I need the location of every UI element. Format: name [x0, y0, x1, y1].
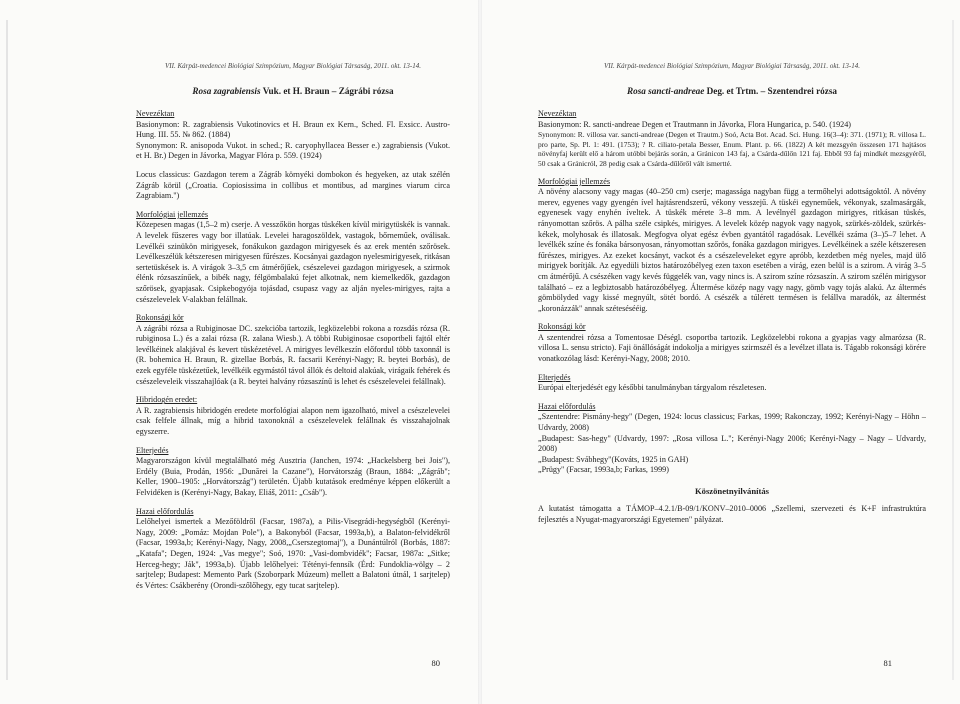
section-heading: Hazai előfordulás — [538, 401, 596, 411]
section-locus-classicus — [136, 170, 450, 202]
section-hazai-elofordulas — [538, 402, 926, 476]
section-heading: Nevezéktan — [136, 109, 175, 118]
list-item: „Szentendre: Pismány-hegy" (Degen, 1924: locus classicus; Farkas, 1999; Rakonczay, 1992; Kerényi-Nagy – Höhn – Udvardy, 2008) — [538, 412, 926, 433]
list-item: „Budapest: Sas-hegy" (Udvardy, 1997: „Rosa villosa L."; Kerényi-Nagy 2006; Kerényi-Nagy – Nagy – Udvardy, 2008) — [538, 433, 926, 454]
section-elterjedes — [538, 373, 926, 394]
title-author-common-name: Vuk. et H. Braun – Zágrábi rózsa — [262, 86, 394, 96]
rokonsagi-text: A szentendrei rózsa a Tomentosae Déségl. csoportba tartozik. Legközelebbi rokona a gyapjas vagy almarózsa (R. villosa L. sensu stricto). Faji önállóságát indokolja a mirigyes szirmszél és a levélzet illata is. Tágabb rokonsági körére vonatkozólag lásd: Kerényi-Nagy, 2008; 2010. — [538, 332, 926, 364]
section-morfologia — [136, 210, 450, 305]
morfologia-text: Közepesen magas (1,5–2 m) cserje. A vesszőkön horgas tüskéken kívül mirigytüskék is vannak. A levelek fűszeres vagy bor illatúak. Levelei haragoszöldek, vastagok, bőrneműek, oválisak. Levélkéi szinükön mirigyesek, fonákukon gazdagon mirigyesek és az erek mentén szőrösek. Levélkeszélük kétszeresen mirigyesen fűrészes. Kocsányai gazdagon nyelesmirigyesek, ritkásan sertetüskések is. A virágok 3–3,5 cm átmérőjűek, csészelevei gazdagon mirigyesek, a szirmok élénk rózsaszínűek, a bibék nagy, félgömbalakú fejet alkotnak, nem kiemelkedők, gazdagon szőrösek, gyapjasak. Csipkebogyója tojásdad, csupasz vagy az alján nyeles-mirigyes, rajta a csészelevelek V-alakban felállnak. — [136, 220, 450, 304]
list-item: „Prügy" (Facsar, 1993a,b; Farkas, 1999) — [538, 465, 669, 475]
section-nevezektan — [136, 109, 450, 162]
title-species-name: Rosa zagrabiensis — [192, 86, 261, 96]
rokonsagi-text: A zágrábi rózsa a Rubiginosae DC. szekcióba tartozik, legközelebbi rokona a rozsdás rózsa (R. rubiginosa L.) és a zalai rózsa (R. zalana Wiesb.). A többi Rubiginosae csoportbeli fajtól eltér levélkéinek alakjával és kevert tüskézetével. A mirigyes levélkeszín előfordul több taxonnál is (R. bohemica H. Braun, R. gizellae Borbás, R. facsarii Kerényi-Nagy; R. beytei Borbás), de ezek egyféle tüskézetűek, levélkéik egymástól távol állók és deltoid alakúak, virágaik fehérek és csészeleveleik visszahajlóak (a R. beytei halvány rózsaszínű is lehet és csészelevelei felállnak). — [136, 323, 450, 386]
article-title — [538, 86, 926, 96]
acknowledgement-heading: Köszönetnyilvánítás — [694, 486, 769, 496]
acknowledgement-text: A kutatást támogatta a TÁMOP–4.2.1/B-09/1/KONV–2010–0006 „Szellemi, szervezeti és K+F infrastruktúra fejlesztés a Nyugat-magyarországi Egyetemen" pályázat. — [538, 504, 926, 524]
section-morfologia — [538, 177, 926, 315]
section-heading: Morfológiai jellemzés — [136, 209, 208, 219]
section-heading: Hazai előfordulás — [136, 506, 194, 516]
basionymon-text: Basionymon: R. sancti-andreae Degen et Trautmann in Jávorka, Flora Hungarica, p. 540. (1924) — [538, 119, 851, 129]
elterjedes-text: Magyarországon kívül megtalálható még Ausztria (Janchen, 1974: „Hackelsberg bei Jois"), Erdély (Buia, Prodán, 1956: „Dunărei la Cazane"), Horvátország (Braun, 1884: „Zágráb"; Keller, 1900–1905: „Horvátország") területén. Újabb kutatások eredménye képpen előkerült a Felvidéken is (Kerényi-Nagy, Bakay, Eliáš, 2011: „Csáb"). — [136, 456, 450, 497]
list-item: „Budapest: Svábhegy"(Kováts, 1925 in GAH) — [538, 454, 689, 464]
section-nevezektan — [538, 109, 926, 169]
section-heading: Rokonsági kör — [136, 313, 184, 323]
section-heading: Hibridogén eredet: — [136, 395, 198, 405]
title-species-name: Rosa sancti-andreae — [626, 86, 705, 96]
running-header: VII. Kárpát-medencei Biológiai Szimpózium, Magyar Biológiai Társaság, 2011. okt. 13-14. — [165, 62, 421, 70]
article-title — [136, 86, 450, 96]
section-heading: Nevezéktan — [538, 109, 577, 118]
section-hibridogen — [136, 395, 450, 437]
section-heading: Elterjedés — [136, 445, 169, 455]
page-number: 81 — [883, 658, 892, 668]
section-heading: Elterjedés — [538, 372, 571, 382]
section-rokonsagi-kor — [538, 322, 926, 364]
synonymon-text: Synonymon: R. anisopoda Vukot. in sched.; R. caryophyllacea Besser e.) zagrabiensis (Vukot. et H. Br.) Degen in Jávorka, Magyar Flóra p. 559. (1924) — [136, 140, 450, 161]
section-heading: Morfológiai jellemzés — [538, 176, 610, 186]
morfologia-text: A növény alacsony vagy magas (40–250 cm) cserje; magassága nagyban függ a termőhelyi adottságoktól. A növény merev, egyenes vagy gyengén ível hajtásrendszerű, vékony vesszejű. A tüskéi egyneműek, vékonyak, szalmasárgák, egyenesek vagy enyhén íveltek. A tüskék mérete 3–8 mm. A levélnyél gazdagon mirigyes, ritkásan tüskés, rányomottan szőrös. A pálha széle csipkés, mirigyes. A levelek közép nagyok vagy nagyok, szürkés-zöldek, szürkés-kékek, molyhosak és illatosak. Megfogva olyat egész évben gyantától ragadósak. Levélkéi száma (3–)5–7 lehet. A levélkék színe és fonáka bársonyosan, rányomottan szőrös, fonáka gazdagon mirigyes. Levélkéinek a széle kétszeresen fűrészes, mirigyes. Az ezeket kocsányt, vackot és a csészeleveleket egyre apróbb, kezdetben még nyeles, majd ülő mirigyek borítják. Az egyedüli biztos határozóbélyeg ezen taxon esetében a virág, ezen belül is a szirom. A virág 3–5 cm átmérőjű. A csészéken vagy kevés függelék van, vagy nincs is. A szirom színe rózsaszín. A szirom szélén mirigysor található – ez a legbiztosabb határozóbélyeg. Áltermése közép nagy vagy nagy, gömb vagy tojás alakú. Az áltermés gömbölyded vagy kissé megnyúlt, sötét bordó. A csészék a túlérett termésen is felállva maradók, az áltermést „koronázzák" annak szétesésééig. — [538, 187, 926, 313]
locus-classicus-text: Locus classicus: Gazdagon terem a Zágráb környéki dombokon és hegyeken, az utak szélén Zágráb körül („Croatia. Copiosissima in collibus et montibus, ad margines viarum circa Zagrabiam.") — [136, 169, 450, 201]
section-rokonsagi-kor — [136, 313, 450, 387]
synonymon-text: Synonymon: R. villosa var. sancti-andreae (Degen et Trautm.) Soó, Acta Bot. Acad. Sci. Hung. 16(3–4): 371. (1971); R. villosa L. pro parte, Sp. Pl. 1: 491. (1753); ? R. ciliato-petala Besser, Enum. Plant. p. 66. (1822) A két mezsgyén összesen 171 hajtásos növényfaj került elő a három utóbbi bejárás során, a Gránicon 143 faj, a Csárda-dűlőn 121 faj. Ebből 93 faj mindkét mezsgyéről, 50 csak a Gránicról, 28 pedig csak a Csárda-dűlőről vált ismertté. — [538, 130, 926, 168]
section-koszonet — [538, 504, 926, 525]
hazai-text: Lelőhelyei ismertek a Mezőföldről (Facsar, 1987a), a Pilis-Visegrádi-hegységből (Kerényi-Nagy, 2009: „Pomáz: Mojdan Pole"), a Bakonyból (Facsar, 1993a,b), a Balaton-felvidékről (Facsar, 1993a,b; Kerényi-Nagy, Nagy, 2008,„Cserszegtomaj"), a Dunántúlról (Borbás, 1887: „Katafa"; Degen, 1924: „Vas megye"; Soó, 1970: „Vasi-dombvidék"; Facsar, 1987a: „Sitke; Herceg-hegy; Ják", 1993a,b). Újabb lelőhelyei: Tétényi-fennsík (Érd: Fundoklia-völgy – 2 sarjtelep; Budapest: Memento Park (Szoborpark Múzeum) mellett a Balatoni útnál, 1 sarjtelep) és Vértes: Csákberény (Orondi-szőlőhegy, egy tucat sarjtelep). — [136, 517, 450, 590]
section-heading: Rokonsági kör — [538, 322, 586, 332]
running-header: VII. Kárpát-medencei Biológiai Szimpózium, Magyar Biológiai Társaság, 2011. okt. 13-14. — [604, 62, 860, 70]
elterjedes-text: Európai elterjedését egy későbbi tanulmányban tárgyalom részletesen. — [538, 383, 767, 393]
section-elterjedes — [136, 446, 450, 499]
basionymon-text: Basionymon: R. zagrabiensis Vukotinovics et H. Braun ex Kern., Sched. Fl. Exsicc. Austro-Hung. III. 55. № 862. (1884) — [136, 119, 450, 140]
section-hazai-elofordulas — [136, 507, 450, 592]
title-author-common-name: Deg. et Trtm. – Szentendrei rózsa — [706, 86, 838, 96]
right-page — [480, 0, 960, 704]
page-number: 80 — [431, 658, 440, 668]
hibridogen-text: A R. zagrabiensis hibridogén eredete morfológiai alapon nem igazolható, mivel a csészelevelei csak felfele állnak, míg a hibrid taxonoknál a csészelevelek felállnak és visszahajolnak egyszerre. — [136, 405, 450, 437]
